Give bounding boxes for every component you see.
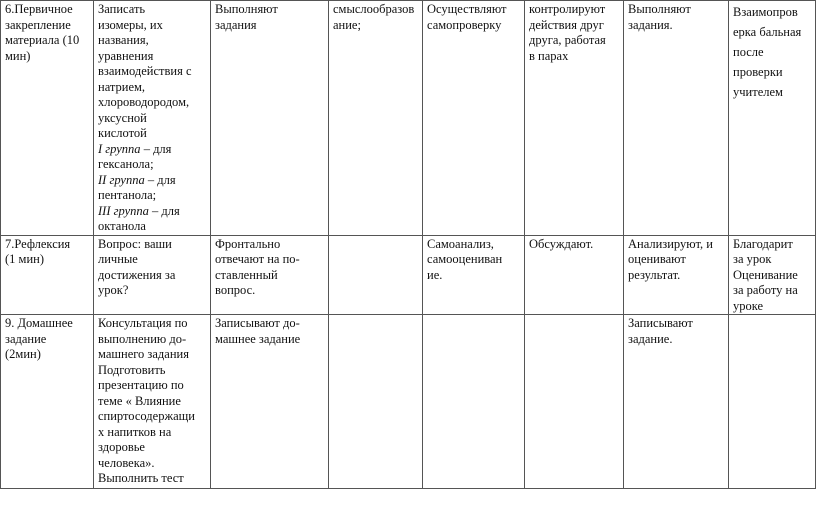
cell-text-line: презентацию по <box>98 378 184 392</box>
cell-text-line: уравнения <box>98 48 154 63</box>
cell-text-line: мин) <box>5 48 31 63</box>
cell-text-line: ставленный <box>215 267 278 282</box>
cell-text-line: вопрос. <box>215 283 256 297</box>
cell-text-line: задания. <box>628 17 673 32</box>
cell-text-line: х напитков на <box>98 424 172 439</box>
teacher-activity-cell <box>94 315 211 489</box>
cell-text-line: III группа – для <box>98 203 180 218</box>
cell-text-line: ание; <box>333 17 361 32</box>
student-activity-cell <box>211 315 329 489</box>
control-cell <box>729 235 816 315</box>
cell-text-line: Записывают <box>628 316 693 330</box>
cell-text-line: 7.Рефлексия <box>5 236 71 251</box>
cell-text-line: Самоанализ, <box>427 236 494 251</box>
cell-text-line: в парах <box>529 48 569 63</box>
cell-text-line: оценивают <box>628 252 686 266</box>
group-label: III группа <box>98 203 149 218</box>
personal-uud-cell <box>329 315 423 489</box>
personal-uud-cell <box>329 235 423 315</box>
group-label: II группа <box>98 172 145 187</box>
control-cell <box>729 315 816 489</box>
cell-text-line: смыслообразов <box>333 2 415 16</box>
cell-text-line: материала (10 <box>5 33 80 47</box>
cell-text-line: Вопрос: ваши <box>98 236 172 251</box>
cognitive-uud-cell <box>624 1 729 236</box>
cell-text-line: натрием, <box>98 79 146 94</box>
cell-text-line: (1 мин) <box>5 252 44 266</box>
cell-text-line: Осуществляют <box>427 2 507 16</box>
communicative-uud-cell <box>525 315 624 489</box>
cell-text-line: самооцениван <box>427 252 503 266</box>
cell-text-line: II группа – для <box>98 172 176 187</box>
cell-text-line: закрепление <box>5 17 71 32</box>
regulative-uud-cell <box>423 235 525 315</box>
cell-text-line: Фронтально <box>215 236 281 251</box>
control-cell <box>729 1 816 236</box>
cell-text-line: пентанола; <box>98 188 157 202</box>
cell-text-line: 9. Домашнее <box>5 316 73 330</box>
cell-text-line: машнее задание <box>215 331 301 346</box>
cell-text-line: отвечают на по- <box>215 252 300 266</box>
cell-text-line: за работу на <box>733 283 798 297</box>
communicative-uud-cell <box>525 235 624 315</box>
communicative-uud-cell <box>525 1 624 236</box>
cell-text-line: названия, <box>98 33 149 47</box>
cell-text-line: Обсуждают. <box>529 236 594 251</box>
cell-text-line: Записать <box>98 2 146 16</box>
cognitive-uud-cell <box>624 315 729 489</box>
cell-text-line: проверки <box>733 65 783 79</box>
teacher-activity-cell <box>94 235 211 315</box>
cell-text-line: уксусной <box>98 110 147 125</box>
cell-text-line: самопроверку <box>427 17 502 32</box>
cell-text-line: задание. <box>628 331 673 346</box>
cell-text-line: Оценивание <box>733 267 798 282</box>
cell-text-line: друга, работая <box>529 33 606 47</box>
cell-text-line: здоровье <box>98 440 145 454</box>
cell-text-line: учителем <box>733 85 783 99</box>
cell-text-line: Благодарит <box>733 236 793 251</box>
cell-text-line: машнего задания <box>98 347 189 361</box>
cell-text-line: Выполнить тест <box>98 471 184 485</box>
table-row <box>1 315 816 489</box>
stage-cell <box>1 1 94 236</box>
cell-text-line: октанола <box>98 219 146 233</box>
cell-text-line: результат. <box>628 267 681 282</box>
cell-text-line: Записывают до- <box>215 316 300 330</box>
cell-text-line: ерка бальная <box>733 25 802 39</box>
cell-text-line: (2мин) <box>5 347 41 361</box>
cell-text-line: действия друг <box>529 17 604 32</box>
cell-text-line: задание <box>5 331 47 346</box>
cell-text-line: I группа – для <box>98 141 172 156</box>
cell-text-line: 6.Первичное <box>5 2 73 16</box>
group-label: I группа <box>98 141 141 156</box>
regulative-uud-cell <box>423 1 525 236</box>
cell-text-line: ие. <box>427 267 443 282</box>
cell-text-line: выполнению до- <box>98 331 187 346</box>
cell-text-line: взаимодействия с <box>98 64 192 78</box>
cell-text-line: изомеры, их <box>98 17 163 32</box>
cell-text-line: теме « Влияние <box>98 393 181 408</box>
cell-text-line: достижения за <box>98 267 176 282</box>
cell-text-line: урок? <box>98 283 129 297</box>
cell-text-line: контролируют <box>529 2 606 16</box>
cell-text-line: Консультация по <box>98 316 188 330</box>
stage-cell <box>1 315 94 489</box>
stage-cell <box>1 235 94 315</box>
student-activity-cell <box>211 235 329 315</box>
table-row <box>1 1 816 236</box>
table-row <box>1 235 816 315</box>
cell-text-line: Выполняют <box>215 2 278 16</box>
regulative-uud-cell <box>423 315 525 489</box>
student-activity-cell <box>211 1 329 236</box>
cell-text-line: хлороводородом, <box>98 95 190 109</box>
teacher-activity-cell <box>94 1 211 236</box>
cell-text-line: Взаимопров <box>733 5 798 19</box>
cell-text-line: уроке <box>733 298 764 313</box>
cell-text-line: после <box>733 45 764 59</box>
cell-text-line: задания <box>215 17 257 32</box>
cell-text-line: Подготовить <box>98 362 166 377</box>
cell-text-line: человека». <box>98 455 155 470</box>
personal-uud-cell <box>329 1 423 236</box>
cell-text-line: Выполняют <box>628 2 691 16</box>
cognitive-uud-cell <box>624 235 729 315</box>
cell-text-line: за урок <box>733 252 772 266</box>
cell-text-line: спиртосодержащи <box>98 409 195 423</box>
cell-text-line: гексанола; <box>98 157 154 171</box>
cell-text-line: Анализируют, и <box>628 236 713 251</box>
cell-text-line: личные <box>98 252 138 266</box>
cell-text-line: кислотой <box>98 126 147 140</box>
